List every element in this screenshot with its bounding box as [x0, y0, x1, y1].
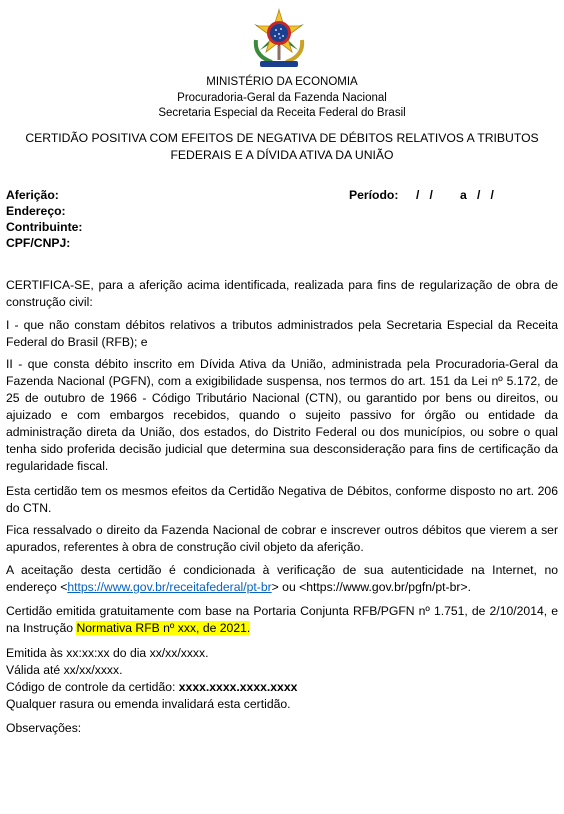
valida-line: Válida até xx/xx/xxxx. [6, 663, 123, 677]
portaria-text: Certidão emitida gratuitamente com base na Portaria Conjunta RFB/PGFN nº 1.751, de 2/10/2014, e na Instrução [6, 604, 558, 635]
secretaria-heading: Secretaria Especial da Receita Federal do Brasil [158, 107, 406, 119]
paragraph-efeitos: Esta certidão tem os mesmos efeitos da Certidão Negativa de Débitos, conforme disposto no art. 206 do CTN. [6, 484, 558, 515]
observacoes-label: Observações: [6, 721, 82, 735]
codigo-label: Código de controle da certidão: [6, 680, 179, 694]
codigo-value: xxxx.xxxx.xxxx.xxxx [178, 680, 298, 694]
paragraph-certifica: CERTIFICA-SE, para a aferição acima identificada, realizada para fins de regularização de obra de construção civil: [6, 278, 558, 309]
codigo-controle-line [6, 679, 558, 696]
paragraph-autenticidade [6, 562, 558, 596]
receita-federal-link[interactable]: https://www.gov.br/receitafederal/pt-br [67, 580, 272, 594]
paragraph-ressalva: Fica ressalvado o direito da Fazenda Nacional de cobrar e inscrever outros débitos que vierem a ser apurados, referentes à obra de construção civil objeto da aferição. [6, 523, 558, 554]
autenticidade-text: A aceitação desta certidão é condicionada à verificação de sua autenticidade na Internet, no endereço < [6, 563, 558, 594]
procuradoria-heading: Procuradoria-Geral da Fazenda Nacional [177, 92, 387, 104]
periodo-value: / / a / / [416, 188, 494, 202]
afericao-label: Aferição: [6, 188, 59, 202]
certificate-title: CERTIDÃO POSITIVA COM EFEITOS DE NEGATIVA DE DÉBITOS RELATIVOS A TRIBUTOS FEDERAIS E A DÍVIDA ATIVA DA UNIÃO [25, 131, 539, 162]
paragraph-item-ii: II - que consta débito inscrito em Dívida Ativa da União, administrada pela Procuradoria-Geral da Fazenda Nacional (PGFN), com a exigibilidade suspensa, nos termos do art. 151 da Lei nº 5.172, de 25 de outubro de 1966 - Código Tributário Nacional (CTN), ou garantido por bens ou direitos, ou ajuizado e com embargos recebidos, quando o sujeito passivo for órgão ou entidade da administração direta da União, dos estados, do Distrito Federal ou dos municípios, ou sobre o qual tenha sido proferida decisão judicial que determina sua desconsideração para fins de certificação da regularidade fiscal. [6, 357, 558, 473]
endereco-label: Endereço: [6, 204, 66, 218]
ministry-heading: MINISTÉRIO DA ECONOMIA [206, 76, 358, 88]
rasura-line: Qualquer rasura ou emenda invalidará esta certidão. [6, 697, 291, 711]
contribuinte-label: Contribuinte: [6, 220, 83, 234]
brazil-coat-of-arms-icon [246, 6, 312, 70]
cpf-cnpj-label: CPF/CNPJ: [6, 236, 71, 250]
highlighted-normativa: Normativa RFB nº xxx, de 2021. [76, 621, 251, 635]
periodo-label: Período: [349, 188, 399, 202]
paragraph-item-i: I - que não constam débitos relativos a tributos administrados pela Secretaria Especial da Receita Federal do Brasil (RFB); e [6, 318, 558, 349]
pgfn-address-text: > ou <https://www.gov.br/pgfn/pt-br>. [271, 580, 471, 594]
paragraph-portaria [6, 603, 558, 637]
emitida-line: Emitida às xx:xx:xx do dia xx/xx/xxxx. [6, 646, 209, 660]
